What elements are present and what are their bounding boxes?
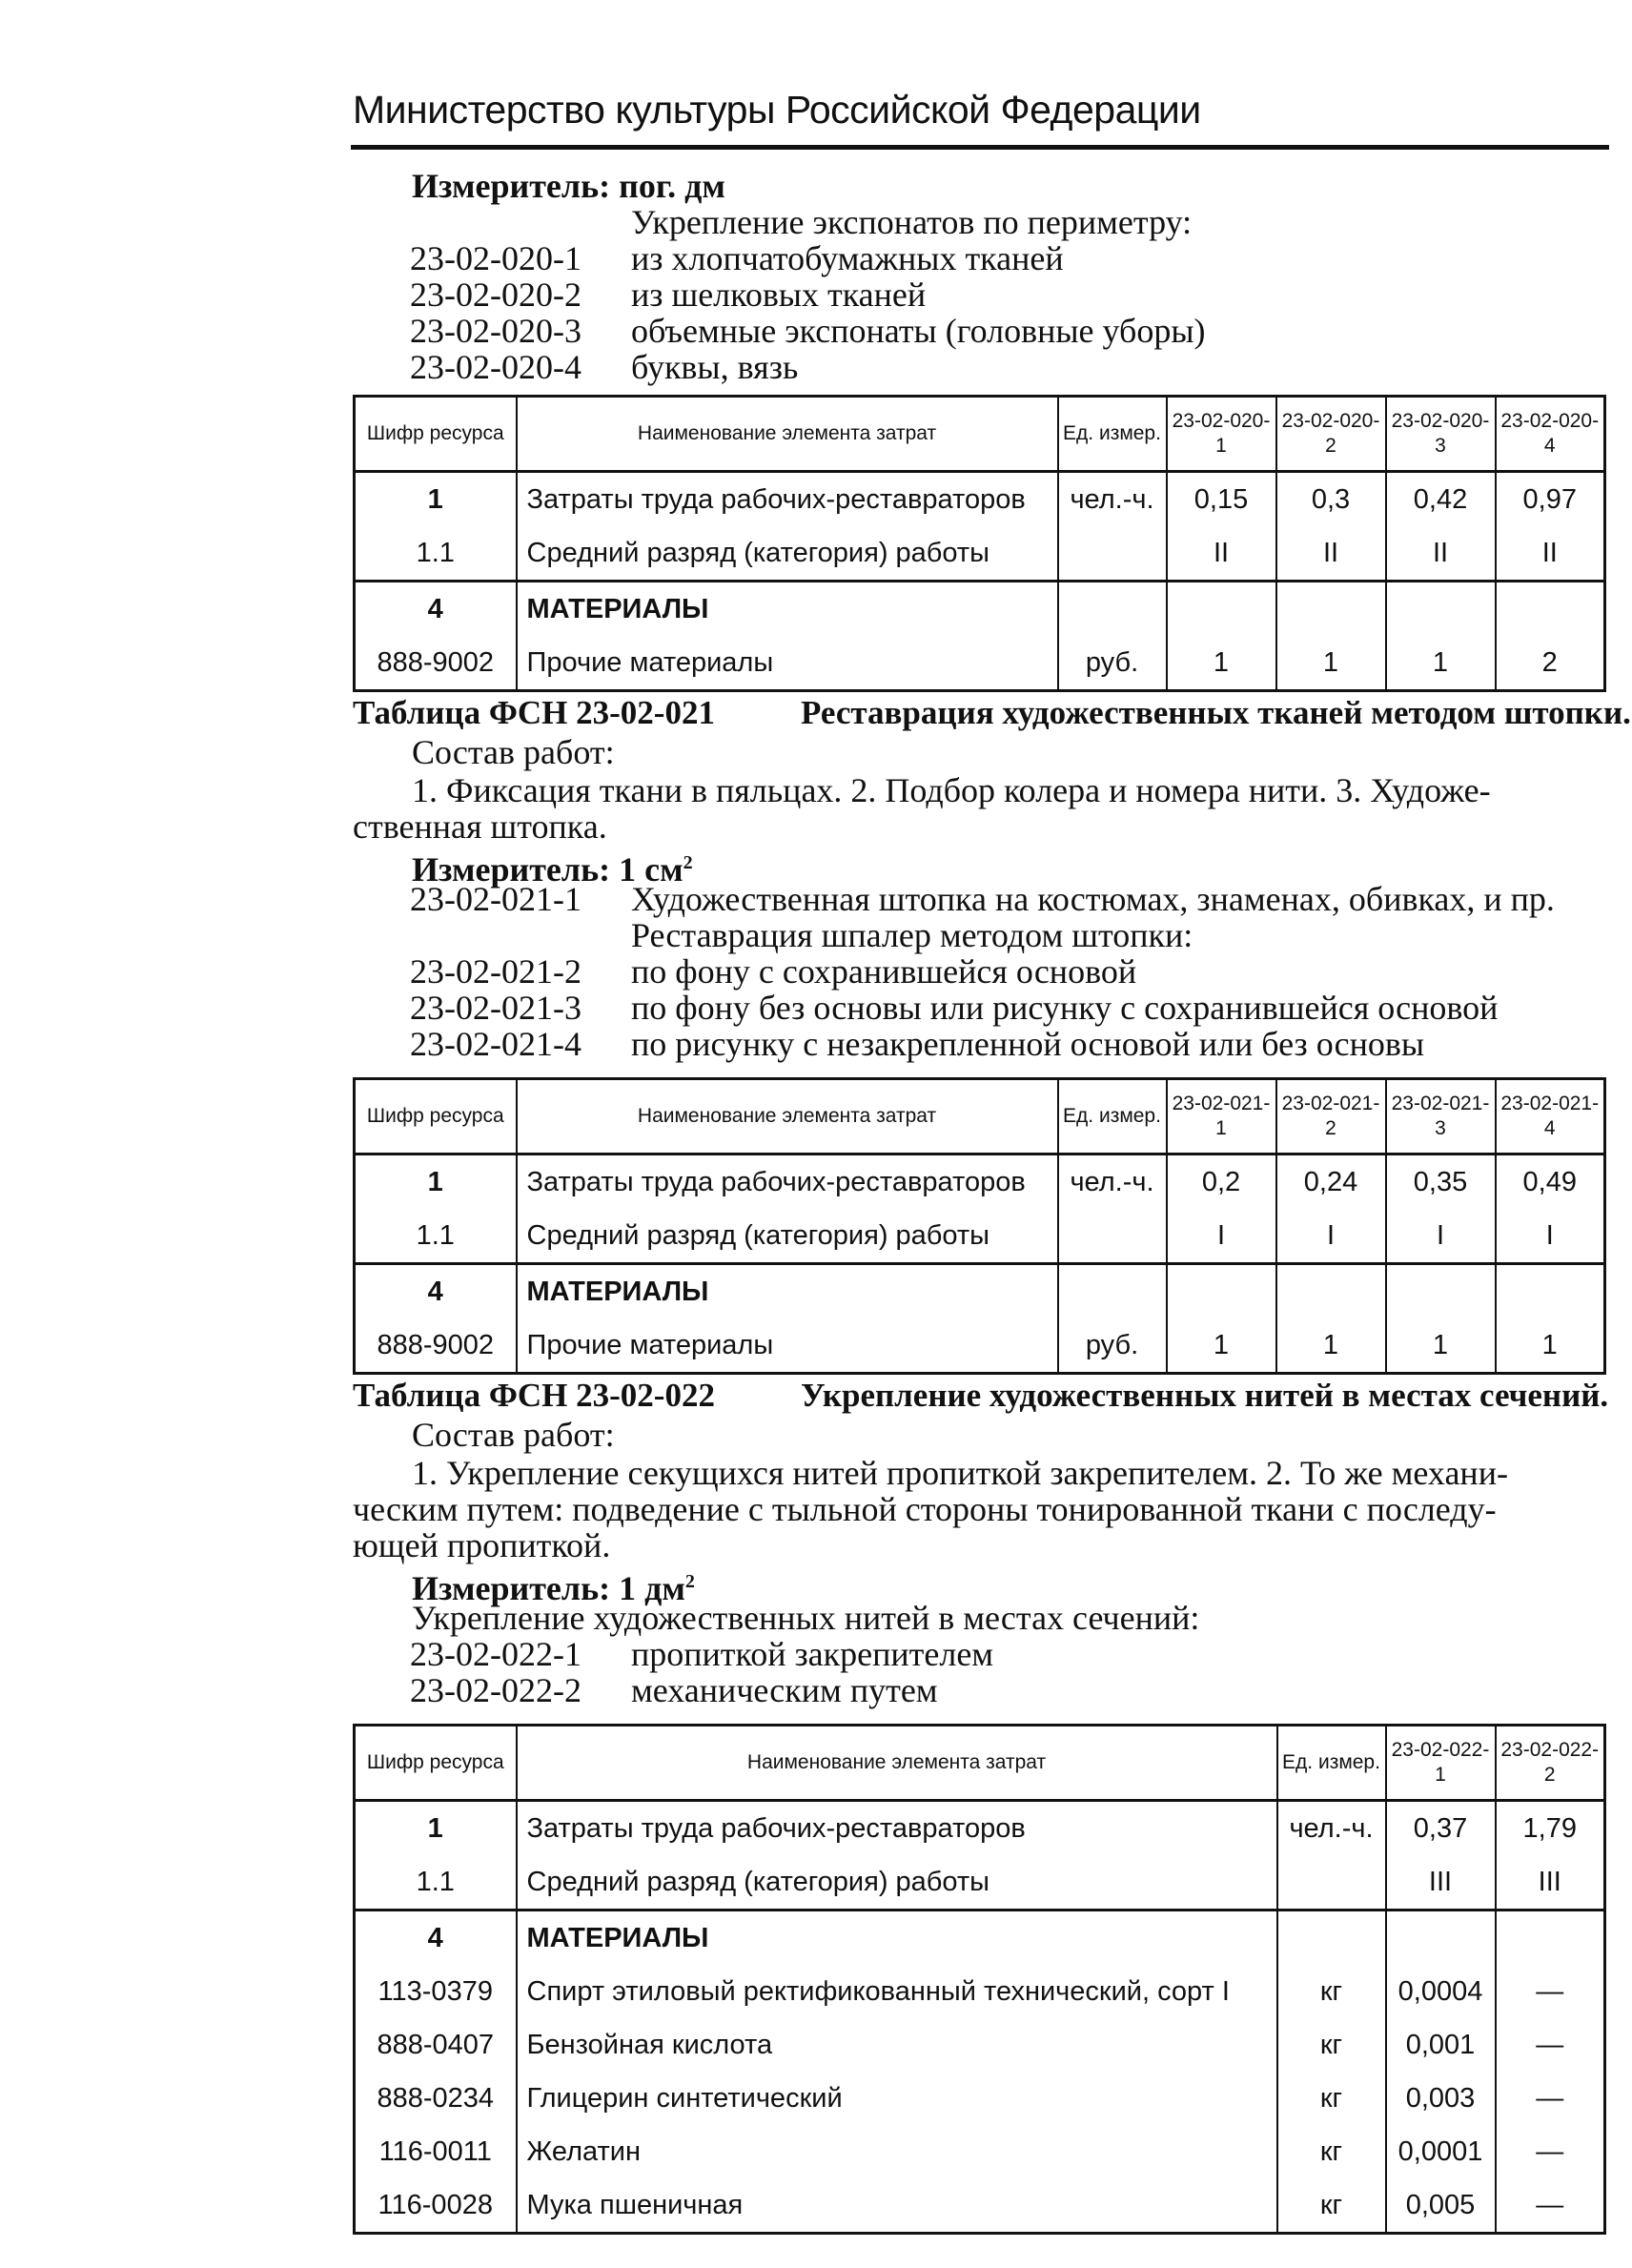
table-cell [1167, 582, 1276, 637]
header-cell: 23-02-021-3 [1386, 1079, 1496, 1154]
composition-text: 1. Фиксация ткани в пяльцах. 2. Подбор колера и номера нити. 3. Художе- [412, 771, 1491, 809]
table-cell: Средний разряд (категория) работы [517, 1209, 1058, 1264]
table-cell: Спирт этиловый ректификованный технический, сорт I [517, 1965, 1277, 2018]
header-cell: Наименование элемента затрат [517, 397, 1058, 472]
table-cell: I [1386, 1209, 1496, 1264]
table-cell [1496, 1264, 1605, 1319]
table-cell: 0,3 [1276, 472, 1386, 527]
item-intro: Укрепление художественных нитей в местах сечений: [412, 1599, 1200, 1637]
table-cell: 0,0004 [1386, 1965, 1496, 2018]
table-cell: 888-0234 [355, 2072, 517, 2125]
table-row [355, 2018, 1605, 2072]
table-cell: 4 [355, 1910, 517, 1966]
composition-label: Состав работ: [412, 733, 615, 771]
item-desc: объемные экспонаты (головные уборы) [631, 312, 1206, 350]
table-cell [1496, 1910, 1605, 1966]
item-desc: механическим путем [631, 1671, 938, 1709]
item-code: 23-02-020-2 [410, 276, 581, 314]
composition-label: Состав работ: [412, 1416, 615, 1454]
table-row [355, 2125, 1605, 2178]
caption-title: Реставрация художественных тканей методом штопки. [801, 694, 1631, 731]
table-cell: 1.1 [355, 1209, 517, 1264]
table-cell [1277, 1855, 1386, 1910]
table-cell: Мука пшеничная [517, 2178, 1277, 2234]
header-cell: 23-02-021-4 [1496, 1079, 1605, 1154]
table-cell [1277, 1910, 1386, 1966]
table-row [355, 526, 1605, 582]
measure-sup: 2 [684, 1571, 695, 1592]
header-rule [351, 145, 1609, 150]
table-cell: II [1276, 526, 1386, 582]
table-cell: руб. [1058, 1318, 1167, 1374]
table-cell: 4 [355, 582, 517, 637]
table-cell: кг [1277, 1965, 1386, 2018]
table-cell: I [1167, 1209, 1276, 1264]
item-desc: из шелковых тканей [631, 276, 927, 314]
resource-table-3 [353, 1724, 1606, 2235]
table-cell: чел.-ч. [1277, 1801, 1386, 1856]
header-cell: 23-02-022-2 [1496, 1726, 1605, 1801]
item-desc: из хлопчатобумажных тканей [631, 239, 1064, 277]
table-cell: руб. [1058, 636, 1167, 691]
table-cell: — [1496, 2125, 1605, 2178]
composition-text: ственная штопка. [353, 807, 607, 846]
table-cell: Затраты труда рабочих-реставраторов [517, 1154, 1058, 1210]
item-desc: по фону без основы или рисунку с сохранившейся основой [631, 989, 1499, 1027]
table-cell: 1 [1386, 1318, 1496, 1374]
table-cell [1058, 582, 1167, 637]
table-cell: Затраты труда рабочих-реставраторов [517, 1801, 1277, 1856]
table-cell: МАТЕРИАЛЫ [517, 582, 1058, 637]
item-desc: пропиткой закрепителем [631, 1635, 994, 1673]
header-cell: 23-02-020-2 [1276, 397, 1386, 472]
table-cell: Средний разряд (категория) работы [517, 1855, 1277, 1910]
header-cell: Шифр ресурса [355, 1079, 517, 1154]
table-cell: 1 [1167, 1318, 1276, 1374]
table-row [355, 2178, 1605, 2234]
measure-text: Измеритель: 1 см [412, 850, 683, 889]
table-cell: — [1496, 2072, 1605, 2125]
table-cell: Бензойная кислота [517, 2018, 1277, 2072]
table-cell: 888-0407 [355, 2018, 517, 2072]
table-cell: 2 [1496, 636, 1605, 691]
table-header-row [355, 397, 1605, 472]
table-row [355, 1965, 1605, 2018]
table-row [355, 1154, 1605, 1210]
table-cell: I [1276, 1209, 1386, 1264]
header-cell: 23-02-021-2 [1276, 1079, 1386, 1154]
table-row [355, 1910, 1605, 1966]
item-code: 23-02-022-1 [410, 1635, 581, 1673]
table-cell: 0,24 [1276, 1154, 1386, 1210]
table-row [355, 582, 1605, 637]
table-cell: 0,37 [1386, 1801, 1496, 1856]
item-code: 23-02-020-3 [410, 312, 581, 350]
table-cell: чел.-ч. [1058, 472, 1167, 527]
table-row [355, 1209, 1605, 1264]
table-cell: 0,49 [1496, 1154, 1605, 1210]
table-cell: кг [1277, 2018, 1386, 2072]
table-cell: 113-0379 [355, 1965, 517, 2018]
table-cell: 1.1 [355, 526, 517, 582]
item-code: 23-02-021-3 [410, 989, 581, 1027]
table-cell: 1 [355, 1801, 517, 1856]
table-cell: 0,97 [1496, 472, 1605, 527]
table-cell: II [1496, 526, 1605, 582]
table-cell: — [1496, 1965, 1605, 2018]
caption-title: Укрепление художественных нитей в местах сечений. [801, 1377, 1609, 1414]
table-cell: 888-9002 [355, 636, 517, 691]
table-cell: 116-0011 [355, 2125, 517, 2178]
table-cell: 0,005 [1386, 2178, 1496, 2234]
header-cell: 23-02-020-4 [1496, 397, 1605, 472]
resource-table-1 [353, 395, 1606, 692]
item-code: 23-02-021-4 [410, 1025, 581, 1063]
table-cell [1058, 1264, 1167, 1319]
table-cell: 0,2 [1167, 1154, 1276, 1210]
item-code: 23-02-021-2 [410, 952, 581, 991]
table-cell [1058, 526, 1167, 582]
table-cell: III [1496, 1855, 1605, 1910]
table-cell: Средний разряд (категория) работы [517, 526, 1058, 582]
table-cell: 0,003 [1386, 2072, 1496, 2125]
table-header-row [355, 1726, 1605, 1801]
table-cell: 116-0028 [355, 2178, 517, 2234]
table-cell [1386, 582, 1496, 637]
caption-number: Таблица ФСН 23-02-021 [353, 694, 715, 731]
resource-table-2 [353, 1077, 1606, 1375]
table-row [355, 1318, 1605, 1374]
table-cell: 1 [1276, 1318, 1386, 1374]
caption-number: Таблица ФСН 23-02-022 [353, 1377, 715, 1414]
header-cell: Наименование элемента затрат [517, 1079, 1058, 1154]
page-header: Министерство культуры Российской Федерации [353, 88, 1201, 132]
header-cell: 23-02-022-1 [1386, 1726, 1496, 1801]
composition-text: ющей пропиткой. [353, 1526, 611, 1564]
table-cell: 1 [1496, 1318, 1605, 1374]
item-desc: буквы, вязь [631, 348, 799, 386]
table-cell: кг [1277, 2178, 1386, 2234]
table-cell: 1 [355, 1154, 517, 1210]
table-row [355, 2072, 1605, 2125]
table-cell: 1.1 [355, 1855, 517, 1910]
table-cell: Прочие материалы [517, 1318, 1058, 1374]
table-row [355, 1264, 1605, 1319]
table-cell: Прочие материалы [517, 636, 1058, 691]
table-cell: МАТЕРИАЛЫ [517, 1264, 1058, 1319]
table-cell: Глицерин синтетический [517, 2072, 1277, 2125]
item-code: 23-02-022-2 [410, 1671, 581, 1709]
measure-text: Измеритель: 1 дм [412, 1569, 685, 1607]
table-cell [1167, 1264, 1276, 1319]
table-cell: 1,79 [1496, 1801, 1605, 1856]
table-row [355, 472, 1605, 527]
table-cell: 4 [355, 1264, 517, 1319]
header-cell: Ед. измер. [1058, 397, 1167, 472]
table-row [355, 1855, 1605, 1910]
table-cell: чел.-ч. [1058, 1154, 1167, 1210]
header-cell: Шифр ресурса [355, 1726, 517, 1801]
table-caption [353, 1377, 1609, 1415]
table-cell [1058, 1209, 1167, 1264]
table-cell: 0,001 [1386, 2018, 1496, 2072]
table-cell [1276, 1264, 1386, 1319]
table-cell: I [1496, 1209, 1605, 1264]
item-desc: по рисунку с незакрепленной основой или без основы [631, 1025, 1425, 1063]
table-cell: — [1496, 2178, 1605, 2234]
header-cell: Наименование элемента затрат [517, 1726, 1277, 1801]
table-cell: 888-9002 [355, 1318, 517, 1374]
measure-label: Измеритель: пог. дм [412, 167, 725, 205]
table-cell: 1 [1167, 636, 1276, 691]
composition-text: 1. Укрепление секущихся нитей пропиткой закрепителем. 2. То же механи- [412, 1454, 1508, 1492]
composition-text: ческим путем: подведение с тыльной стороны тонированной ткани с последу- [353, 1490, 1497, 1528]
table-cell: 1 [1386, 636, 1496, 691]
header-cell: 23-02-020-1 [1167, 397, 1276, 472]
table-cell: 1 [355, 472, 517, 527]
header-cell: 23-02-021-1 [1167, 1079, 1276, 1154]
table-cell: кг [1277, 2125, 1386, 2178]
item-code: 23-02-021-1 [410, 880, 581, 918]
table-row [355, 636, 1605, 691]
table-cell: МАТЕРИАЛЫ [517, 1910, 1277, 1966]
table-cell [1276, 582, 1386, 637]
header-cell: Шифр ресурса [355, 397, 517, 472]
item-desc: по фону с сохранившейся основой [631, 952, 1137, 991]
header-cell: 23-02-020-3 [1386, 397, 1496, 472]
table-cell: Затраты труда рабочих-реставраторов [517, 472, 1058, 527]
header-cell: Ед. измер. [1277, 1726, 1386, 1801]
table-cell: 0,42 [1386, 472, 1496, 527]
table-cell: — [1496, 2018, 1605, 2072]
item-code: 23-02-020-1 [410, 239, 581, 277]
table-cell: II [1386, 526, 1496, 582]
table-header-row [355, 1079, 1605, 1154]
table-cell: кг [1277, 2072, 1386, 2125]
table-cell [1386, 1910, 1496, 1966]
item-code: 23-02-020-4 [410, 348, 581, 386]
table-cell: 1 [1276, 636, 1386, 691]
table-caption [353, 694, 1631, 732]
table-cell: II [1167, 526, 1276, 582]
table-row [355, 1801, 1605, 1856]
header-cell: Ед. измер. [1058, 1079, 1167, 1154]
table-cell: 0,0001 [1386, 2125, 1496, 2178]
item-desc: Художественная штопка на костюмах, знаменах, обивках, и пр. [631, 880, 1555, 918]
table-cell [1386, 1264, 1496, 1319]
table-cell: III [1386, 1855, 1496, 1910]
table-cell [1496, 582, 1605, 637]
table-cell: 0,15 [1167, 472, 1276, 527]
item-intro: Реставрация шпалер методом штопки: [631, 916, 1193, 954]
item-intro: Укрепление экспонатов по периметру: [631, 203, 1193, 241]
table-cell: Желатин [517, 2125, 1277, 2178]
table-cell: 0,35 [1386, 1154, 1496, 1210]
measure-sup: 2 [683, 852, 693, 873]
